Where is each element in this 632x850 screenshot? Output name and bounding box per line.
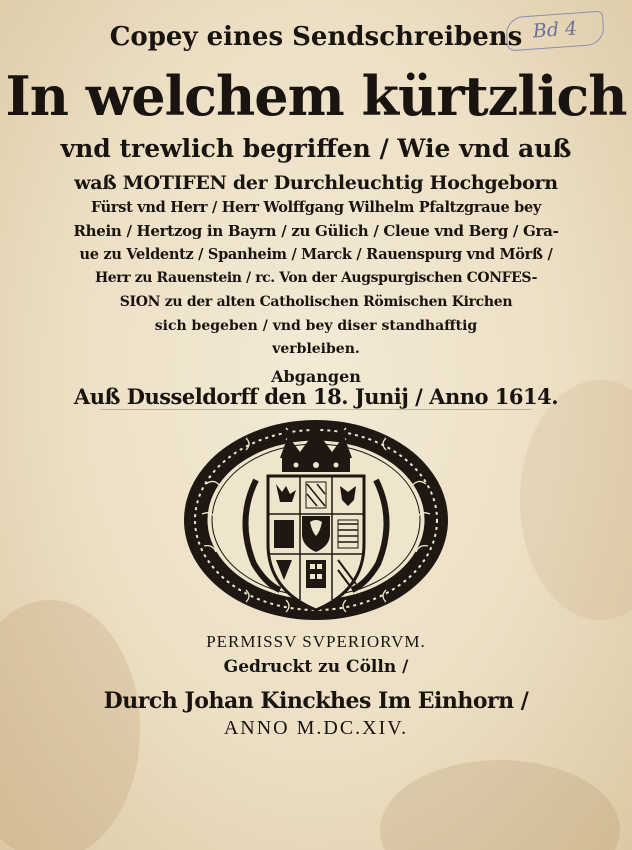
- body-line-8: verbleiben.: [272, 341, 360, 357]
- body-line-7: sich begeben / vnd bey diser standhafftig: [154, 318, 478, 334]
- shelfmark-text: Bd 4: [532, 17, 578, 43]
- body-line-3: Rhein / Hertzog in Bayrn / zu Gülich / Cleue vnd Berg / Gra-: [73, 222, 559, 240]
- body-line-4: ue zu Veldentz / Spanheim / Marck / Rauenspurg vnd Mörß /: [79, 246, 553, 263]
- permission-line: PERMISSV SVPERIORVM.: [206, 632, 426, 651]
- title-line-2: In welchem kürtzlich: [5, 64, 627, 128]
- title-line-3: vnd trewlich begriffen / Wie vnd auß: [60, 134, 572, 163]
- printer-line: Durch Johan Kinckhes Im Einhorn /: [103, 688, 529, 714]
- dateline-rule: [100, 409, 532, 410]
- coat-of-arms-icon: [176, 414, 456, 630]
- body-line-2: Fürst vnd Herr / Herr Wolffgang Wilhelm Pfaltzgraue bey: [90, 199, 542, 216]
- body-line-1: waß MOTIFEN der Durchleuchtig Hochgeborn: [74, 172, 558, 194]
- body-line-6: SION zu der alten Catholischen Römischen Kirchen: [119, 294, 513, 310]
- year-line: ANNO M.DC.XIV.: [223, 717, 409, 739]
- title-line-1: Copey eines Sendschreibens: [109, 22, 523, 52]
- printed-at-line: Gedruckt zu Cölln /: [223, 657, 409, 677]
- sent-label: Abgangen: [271, 367, 361, 386]
- dateline: Auß Dusseldorff den 18. Junij / Anno 1614.: [73, 384, 559, 409]
- body-line-5: Herr zu Rauenstein / rc. Von der Augspurgischen CONFES-: [94, 270, 538, 286]
